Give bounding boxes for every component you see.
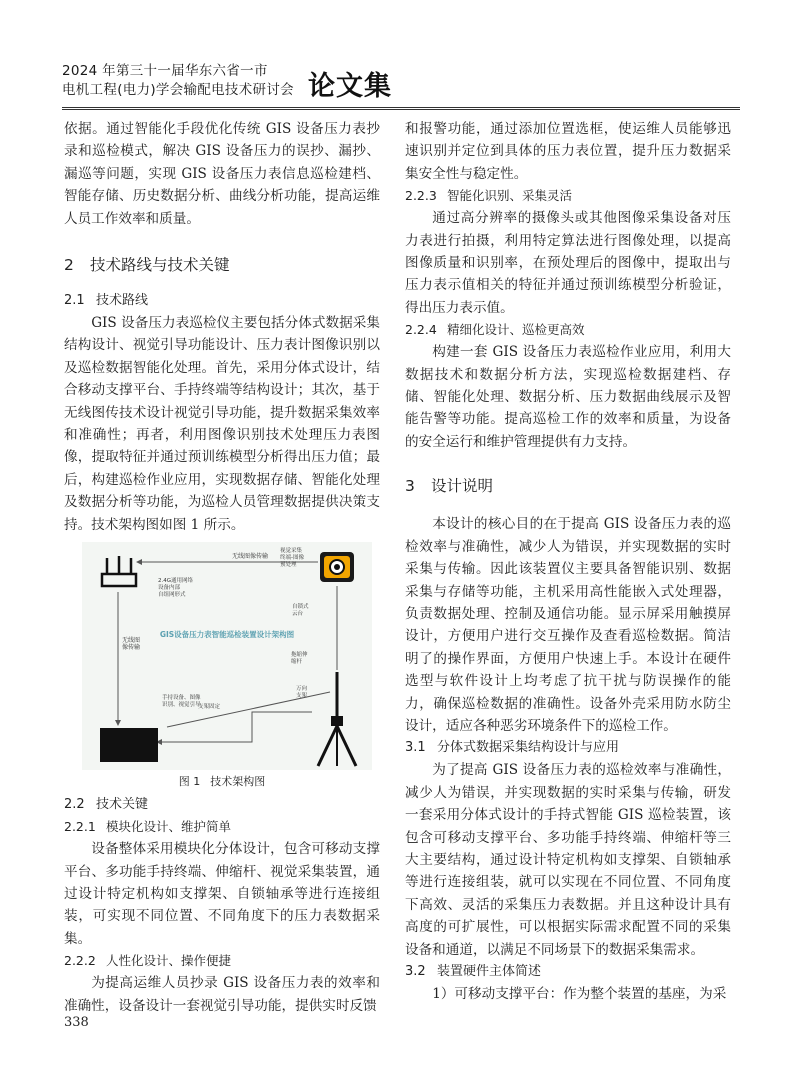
header-line-2: 电机工程(电力)学会输配电技术研讨会 xyxy=(62,82,294,98)
paragraph: 1）可移动支撑平台：作为整个装置的基座，为采 xyxy=(432,986,727,1002)
paragraph: 通过高分辨率的摄像头或其他图像采集设备对压力表进行拍摄，利用特定算法进行图像处理，以提高图像质量和识别率，在预处理后的图像中，提取出与压力表示值相关的特征并通过预训练模型分析验证，得出压力表示值。 xyxy=(405,210,731,316)
label-gimbal: 自锁式云台 xyxy=(292,604,309,618)
label-wireless-left: 无线图像传输 xyxy=(122,637,141,652)
subsection-heading-3-2: 3.2 装置硬件主体简述 xyxy=(405,964,542,979)
paragraph: 构建一套 GIS 设备压力表巡检作业应用，利用大数据技术和数据分析方法，实现巡检数据建档、存储、智能化处理、数据分析、压力数据曲线展示及智能告警等功能。提高巡检工作的效率和质量，为设备的安全运行和维护管理提供有力支持。 xyxy=(405,344,731,450)
paragraph: 本设计的核心目的在于提高 GIS 设备压力表的巡检效率与准确性，减少人为错误，并实现数据的实时采集与传输。因此该装置仪主要具备智能识别、数据采集与存储等功能，主机采用高性能嵌入式处理器，负责数据处理、控制及通信功能。显示屏采用触摸屏设计，方便用户进行交互操作及查看巡检数据。简洁明了的操作界面，方便用户快速上手。本设计在硬件选型与软件设计上均考虑了抗干扰与防误操作的能力，确保巡检数据的准确性。设备外壳采用防水防尘设计，适应各种恶劣环境条件下的巡检工作。 xyxy=(405,516,731,734)
tripod-icon xyxy=(318,672,356,766)
label-wireless-top: 无线图像传输 xyxy=(232,553,269,561)
label-24g: 2.4G通用网络设备内部自组网形式 xyxy=(158,578,194,599)
paragraph: 为提高运维人员抄录 GIS 设备压力表的效率和准确性，设备设计一套视觉引导功能，提供实时反馈 xyxy=(64,975,380,1014)
subsection-heading-3-1: 3.1 分体式数据采集结构设计与应用 xyxy=(405,740,620,756)
header-rule xyxy=(62,107,740,108)
header-title: 论文集 xyxy=(308,71,392,102)
figure-caption: 图 1 技术架构图 xyxy=(178,775,266,789)
router-icon xyxy=(102,556,136,586)
figure-architecture-diagram xyxy=(82,542,372,770)
right-column xyxy=(405,118,731,1005)
paragraph: GIS 设备压力表巡检仪主要包括分体式数据采集结构设计、视觉引导功能设计、压力表计图像识别以及巡检数据智能化处理。首先，采用分体式设计，结合移动支撑平台、手持终端等结构设计；其次，基于无线图传技术设计视觉引导功能，提升数据采集效率和准确性；再者，利用图像识别技术处理压力表图像，提取特征并通过预训练模型分析得出压力值；最后，构建巡检作业应用，实现数据存储、智能化处理及数据分析等功能，为巡检人员管理数据提供决策支持。技术架构图如图 1 所示。 xyxy=(64,315,380,533)
label-support-fix: 支架固定 xyxy=(198,704,221,711)
left-column xyxy=(64,118,380,1017)
subsubsection-heading-2-2-3: 2.2.3 智能化识别、采集灵活 xyxy=(405,188,573,204)
subsubsection-heading-2-2-2: 2.2.2 人性化设计、操作便捷 xyxy=(64,953,232,969)
running-header xyxy=(62,62,392,106)
label-visual: 视觉采集终端-图像预处理 xyxy=(280,548,304,569)
paragraph: 和报警功能，通过添加位置选框，使运维人员能够迅速识别并定位到具体的压力表位置，提升压力数据采集安全性与稳定性。 xyxy=(405,121,731,182)
label-tripod: 万向支架 xyxy=(296,686,308,700)
subsection-heading-2-1: 2.1 技术路线 xyxy=(64,293,149,309)
label-pole: 拖缩伸缩杆 xyxy=(291,652,308,666)
paragraph: 为了提高 GIS 设备压力表的巡检效率与准确性，减少人为错误，并实现数据的实时采集与传输，研发一套采用分体式设计的手持式智能 GIS 巡检装置，该包含可移动支撑平台、多功能手持终端、伸缩杆等三大主要结构，通过设计特定机构如支撑架、自锁轴承等进行连接组装，就可以实现在不同位置、不同角度下高效、灵活的采集压力表数据。并且这种设计具有高度的可扩展性，可以根据实际需求配置不同的采集设备和通道，以满足不同场景下的数据采集需求。 xyxy=(405,762,731,958)
subsubsection-heading-2-2-4: 2.2.4 精细化设计、巡检更高效 xyxy=(405,322,585,338)
section-heading-2: 2 技术路线与技术关键 xyxy=(64,256,230,275)
section-heading-3: 3 设计说明 xyxy=(405,477,494,496)
header-rule-thin xyxy=(62,109,740,110)
tablet-icon xyxy=(100,728,158,762)
page-number: 338 xyxy=(64,1015,89,1030)
diagram-title: GIS设备压力表智能巡检装置设计架构图 xyxy=(159,630,295,640)
paragraph: 设备整体采用模块化分体设计，包含可移动支撑平台、多功能手持终端、伸缩杆、视觉采集装置，通过设计特定机构如支撑架、自锁轴承等进行连接组装，可实现不同位置、不同角度下的压力表数据采集。 xyxy=(64,841,380,947)
subsubsection-heading-2-2-1: 2.2.1 模块化设计、维护简单 xyxy=(64,819,232,835)
architecture-svg xyxy=(82,542,372,770)
paragraph: 依据。通过智能化手段优化传统 GIS 设备压力表抄录和巡检模式，解决 GIS 设备压力的误抄、漏抄、漏巡等问题，实现 GIS 设备压力表信息巡检建档、智能存储、历史数据分析、曲线分析功能，提高运维人员工作效率和质量。 xyxy=(64,121,380,227)
subsection-heading-2-2: 2.2 技术关键 xyxy=(64,797,149,813)
header-line-1: 2024 年第三十一届华东六省一市 xyxy=(62,63,268,79)
camera-icon xyxy=(320,552,354,582)
arrow-support-fix xyxy=(162,712,312,742)
label-handheld: 手持设备、图像识别、视觉引导 xyxy=(162,695,201,709)
